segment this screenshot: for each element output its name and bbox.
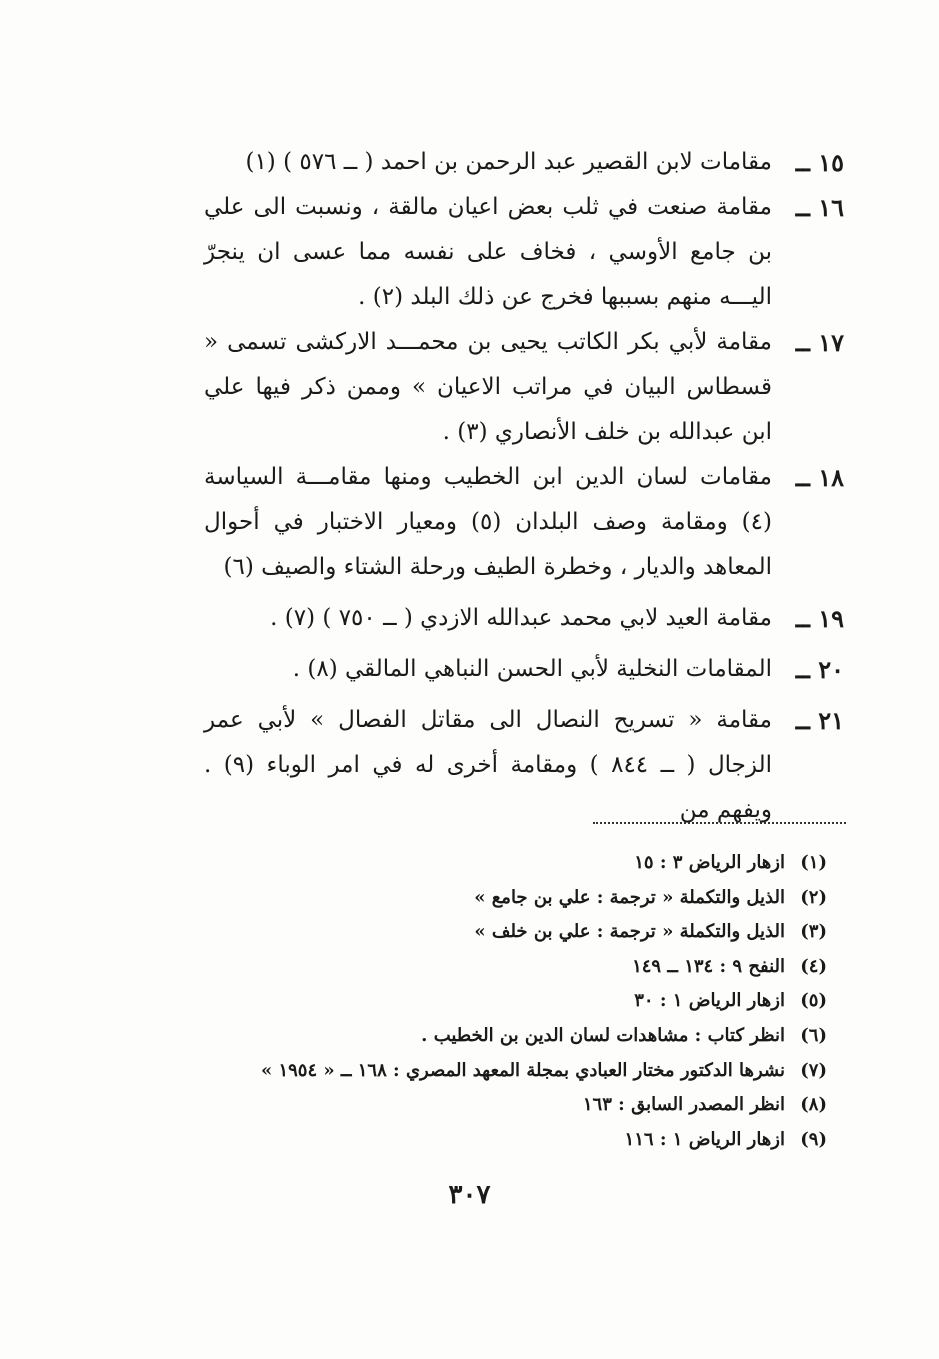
footnote-number: (٨) xyxy=(800,1094,827,1116)
footnote-text: انظر كتاب : مشاهدات لسان الدين بن الخطيب . xyxy=(421,1024,785,1046)
entry-number: ٢٠ ــ xyxy=(795,655,844,684)
page-number: ٣٠٧ xyxy=(448,1180,491,1210)
entry-21 xyxy=(204,698,844,833)
footnote xyxy=(187,881,827,916)
footnote xyxy=(187,1019,827,1054)
footnote xyxy=(187,846,827,881)
footnote xyxy=(187,1123,827,1158)
entry-20 xyxy=(204,647,844,692)
footnote-number: (٧) xyxy=(800,1059,827,1081)
entry-number: ١٩ ــ xyxy=(795,604,844,633)
footnote-number: (٢) xyxy=(800,886,827,908)
footnotes-list xyxy=(187,846,827,1157)
footnote-text: ازهار الرياض ١ : ١١٦ xyxy=(624,1128,785,1150)
footnote xyxy=(187,984,827,1019)
footnote xyxy=(187,1088,827,1123)
entry-text: مقامة العيد لابي محمد عبدالله الازدي ( ــ ٧٥٠ ) (٧) . xyxy=(270,605,772,631)
footnote-number: (٩) xyxy=(800,1128,827,1150)
footnote-text: انظر المصدر السابق : ١٦٣ xyxy=(582,1094,785,1116)
footnote-number: (٦) xyxy=(800,1024,827,1046)
footnote-text: الذيل والتكملة « ترجمة : علي بن خلف » xyxy=(474,921,785,943)
footnote-divider xyxy=(593,822,846,824)
footnote xyxy=(187,915,827,950)
entry-number: ١٨ ــ xyxy=(795,463,844,492)
entry-15 xyxy=(204,140,844,185)
entry-number: ١٧ ــ xyxy=(795,328,844,357)
entries-list xyxy=(204,140,844,833)
footnote-number: (٤) xyxy=(800,955,827,977)
footnote-text: ازهار الرياض ١ : ٣٠ xyxy=(634,990,785,1012)
entry-text: مقامات لسان الدين ابن الخطيب ومنها مقامـــة السياسة (٤) ومقامة وصف البلدان (٥) ومعيار الاختبار في أحوال المعاهد والديار ، وخطرة الطيف ورحلة الشتاء والصيف (٦) xyxy=(204,464,772,580)
footnote-text: نشرها الدكتور مختار العبادي بمجلة المعهد المصري : ١٦٨ ــ « ١٩٥٤ » xyxy=(260,1059,785,1081)
footnote-number: (٥) xyxy=(800,990,827,1012)
footnote xyxy=(187,1054,827,1089)
entry-18 xyxy=(204,455,844,590)
footnote-text: النفح ٩ : ١٣٤ ــ ١٤٩ xyxy=(632,955,785,977)
entry-number: ١٥ ــ xyxy=(795,148,844,177)
footnote-text: ازهار الرياض ٣ : ١٥ xyxy=(634,852,785,873)
entry-text: مقامة لأبي بكر الكاتب يحيى بن محمـــد الاركشى تسمى « قسطاس البيان في مراتب الاعيان » وممن ذكر فيها علي ابن عبدالله بن خلف الأنصاري (٣) . xyxy=(204,329,772,445)
entry-number: ٢١ ــ xyxy=(795,706,844,735)
entry-text: المقامات النخلية لأبي الحسن النباهي المالقي (٨) . xyxy=(292,656,772,682)
entry-17 xyxy=(204,320,844,455)
entry-text: مقامات لابن القصير عبد الرحمن بن احمد ( ــ ٥٧٦ ) (١) xyxy=(245,149,772,175)
footnote-number: (١) xyxy=(800,852,827,873)
entry-number: ١٦ ــ xyxy=(795,193,844,222)
footnote-number: (٣) xyxy=(800,921,827,943)
entry-16 xyxy=(204,185,844,320)
footnote-text: الذيل والتكملة « ترجمة : علي بن جامع » xyxy=(474,886,785,908)
entry-text: مقامة صنعت في ثلب بعض اعيان مالقة ، ونسبت الى علي بن جامع الأوسي ، فخاف على نفسه مما عسى ان ينجرّ اليـــه منهم بسببها فخرج عن ذلك البلد (٢) . xyxy=(204,194,772,310)
entry-text: مقامة « تسريح النصال الى مقاتل الفصال » لأبي عمر الزجال ( ــ ٨٤٤ ) ومقامة أخرى له في امر الوباء (٩) . ويفهم من xyxy=(204,707,772,823)
footnote xyxy=(187,950,827,985)
entry-19 xyxy=(204,596,844,641)
